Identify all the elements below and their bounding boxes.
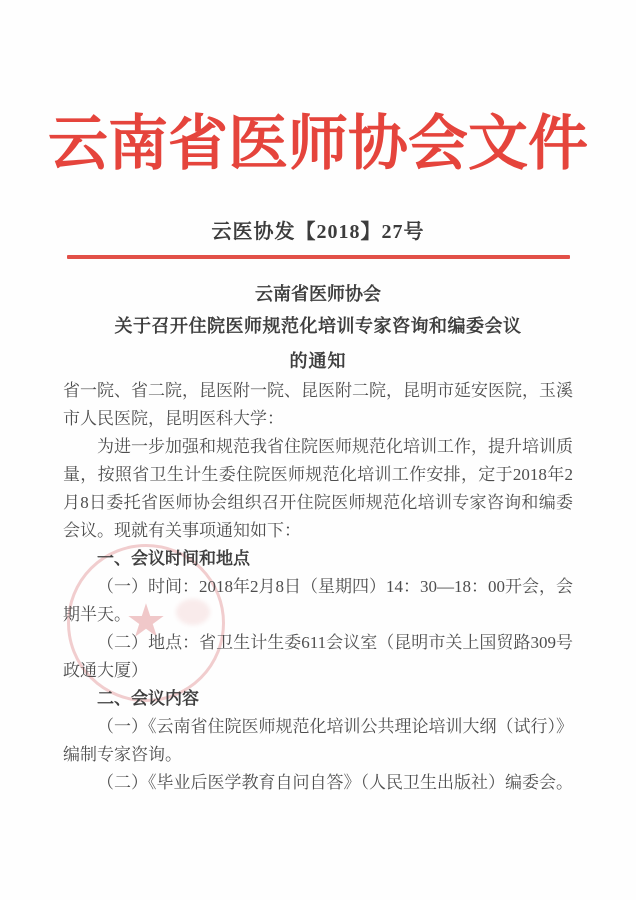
meeting-time-paragraph: （一）时间：2018年2月8日（星期四）14：30—18：00开会，会期半天。 xyxy=(63,577,573,624)
document-title-line2: 的通知 xyxy=(289,351,347,371)
document-title-line1: 关于召开住院医师规范化培训专家咨询和编委会议 xyxy=(114,316,522,336)
agenda-item-2-paragraph: （二）《毕业后医学教育自问自答》（人民卫生出版社）编委会。 xyxy=(97,773,573,792)
issuing-organization: 云南省医师协会 xyxy=(255,284,381,304)
document-body xyxy=(63,377,573,797)
agenda-item-1-paragraph: （一）《云南省住院医师规范化培训公共理论培训大纲（试行）》编制专家咨询。 xyxy=(63,717,573,764)
red-divider-line xyxy=(67,255,570,259)
meeting-location-paragraph: （二）地点：省卫生计生委611会议室（昆明市关上国贸路309号政通大厦） xyxy=(63,633,573,680)
intro-paragraph: 为进一步加强和规范我省住院医师规范化培训工作，提升培训质量，按照省卫生计生委住院医师规范化培训工作安排，定于2018年2月8日委托省医师协会组织召开住院医师规范化培训专家咨询和编委会议。现就有关事项通知如下： xyxy=(63,437,573,540)
document-number: 云医协发【2018】27号 xyxy=(211,221,425,243)
letterhead-title: 云南省医师协会文件 xyxy=(48,111,588,177)
star-icon: ★ xyxy=(125,593,167,648)
section-heading-2: 二、会议内容 xyxy=(97,689,199,708)
section-heading-1: 一、会议时间和地点 xyxy=(97,549,250,568)
recipients-line: 省一院、省二院，昆医附一院、昆医附二院，昆明市延安医院，玉溪市人民医院，昆明医科大学： xyxy=(63,381,573,428)
